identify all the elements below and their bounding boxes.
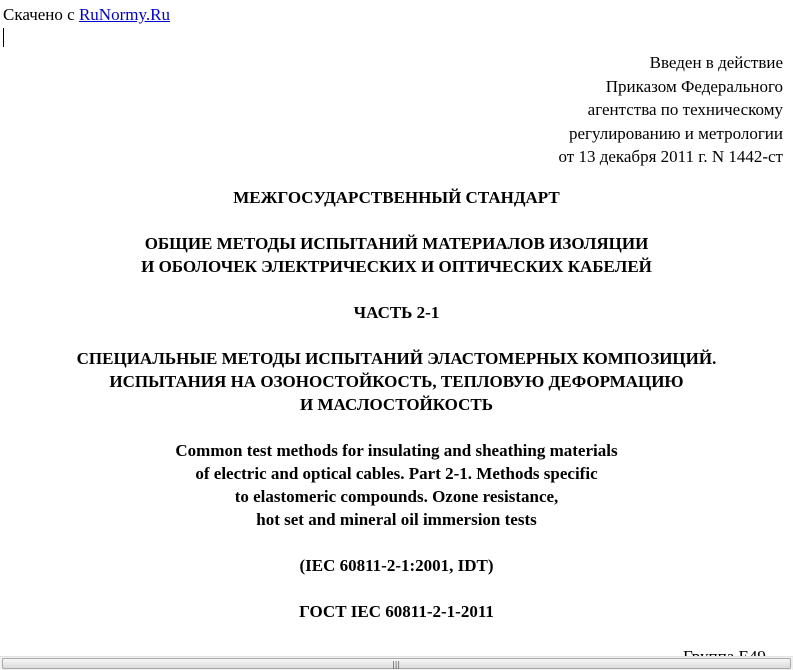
document-subtitle: [0, 347, 793, 416]
part-label: ЧАСТЬ 2-1: [353, 303, 440, 322]
english-title-line: hot set and mineral oil immersion tests: [256, 510, 537, 529]
horizontal-scrollbar[interactable]: [0, 656, 793, 670]
title-line: ОБЩИЕ МЕТОДЫ ИСПЫТАНИЙ МАТЕРИАЛОВ ИЗОЛЯЦИИ: [144, 234, 649, 253]
english-title-line: Common test methods for insulating and sheathing materials: [175, 441, 618, 460]
iec-reference: [0, 554, 793, 577]
english-title-line: of electric and optical cables. Part 2-1. Methods specific: [195, 464, 598, 483]
standard-type: МЕЖГОСУДАРСТВЕННЫЙ СТАНДАРТ: [233, 188, 560, 207]
approval-line: агентства по техническому: [587, 100, 783, 119]
english-title: [0, 439, 793, 531]
source-prefix: Скачено с: [3, 5, 75, 24]
source-link[interactable]: RuNormy.Ru: [78, 5, 170, 24]
gost-number: ГОСТ IEC 60811-2-1-2011: [299, 602, 494, 621]
approval-line: от 13 декабря 2011 г. N 1442-ст: [558, 147, 783, 166]
iec-ref-text: (IEC 60811-2-1:2001, IDT): [299, 556, 494, 575]
approval-line: Введен в действие: [649, 53, 783, 72]
subtitle-line: СПЕЦИАЛЬНЫЕ МЕТОДЫ ИСПЫТАНИЙ ЭЛАСТОМЕРНЫХ КОМПОЗИЦИЙ.: [76, 349, 717, 368]
subtitle-line: И МАСЛОСТОЙКОСТЬ: [300, 395, 493, 414]
document-title: [0, 232, 793, 278]
english-title-line: to elastomeric compounds. Ozone resistance,: [234, 487, 559, 506]
approval-block: [558, 51, 783, 169]
gost-number-heading: [0, 600, 793, 623]
approval-line: Приказом Федерального: [605, 76, 783, 96]
grip-icon: |||: [392, 660, 401, 669]
part-heading: [0, 301, 793, 324]
source-line: [3, 5, 170, 25]
subtitle-line: ИСПЫТАНИЯ НА ОЗОНОСТОЙКОСТЬ, ТЕПЛОВУЮ ДЕФОРМАЦИЮ: [109, 372, 684, 391]
text-cursor: [3, 28, 4, 47]
title-line: И ОБОЛОЧЕК ЭЛЕКТРИЧЕСКИХ И ОПТИЧЕСКИХ КАБЕЛЕЙ: [141, 257, 652, 276]
standard-type-heading: [0, 186, 793, 209]
scrollbar-thumb[interactable]: [2, 658, 791, 669]
approval-line: регулированию и метрологии: [568, 123, 783, 143]
